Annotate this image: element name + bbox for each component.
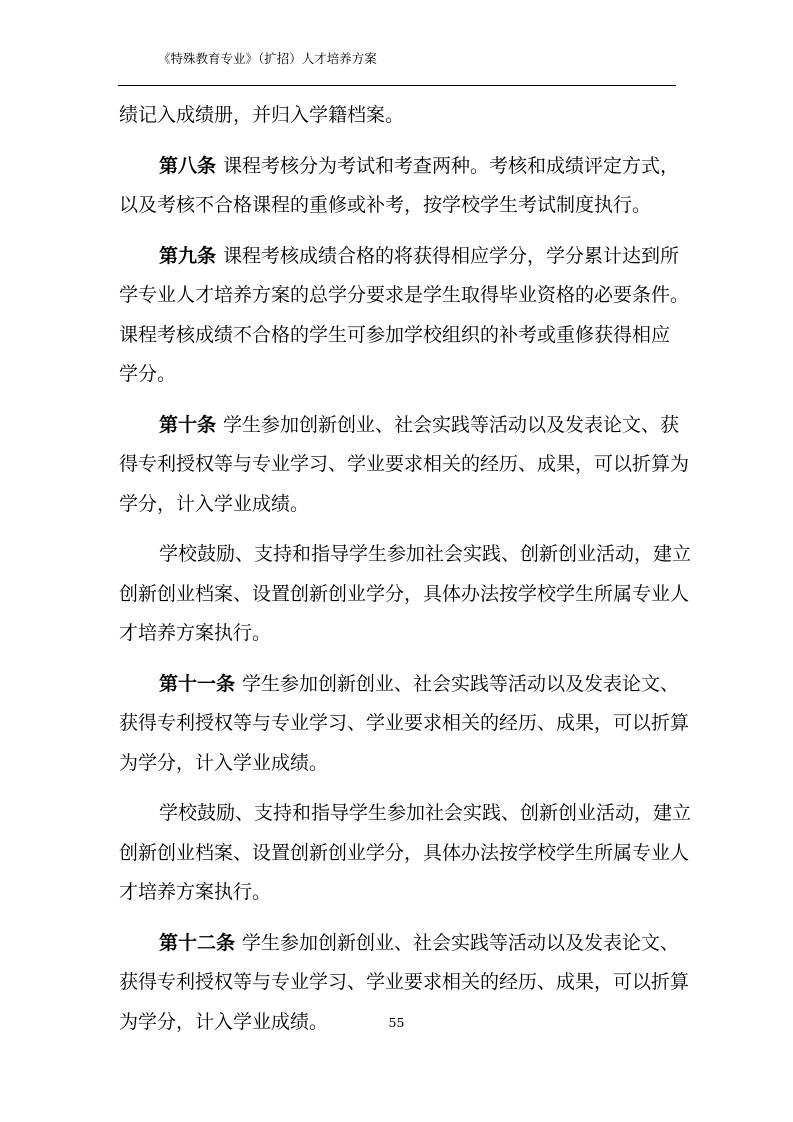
text-line: 学校鼓励、支持和指导学生参加社会实践、创新创业活动，建立 <box>159 543 692 565</box>
article-number: 第十一条 <box>159 672 236 695</box>
text-line <box>119 237 680 277</box>
text-line: 学分，计入学业成绩。 <box>119 492 310 515</box>
text-segment: 学生参加创新创业、社会实践等活动以及发表论文、 <box>242 672 680 695</box>
text-segment: 学生参加创新创业、社会实践等活动以及发表论文、获 <box>223 413 680 436</box>
text-line: 创新创业档案、设置创新创业学分，具体办法按学校学生所属专业人 <box>119 582 690 605</box>
article-9 <box>119 237 690 395</box>
text-line: 以及考核不合格课程的重修或补考，按学校学生考试制度执行。 <box>119 194 652 216</box>
text-line: 课程考核成绩不合格的学生可参加学校组织的补考或重修获得相应 <box>119 323 671 346</box>
text-line: 学分。 <box>119 363 177 385</box>
text-line: 获得专利授权等与专业学习、学业要求相关的经历、成果，可以折算 <box>119 712 690 734</box>
article-8 <box>119 147 680 226</box>
page-number: 55 <box>388 1015 405 1030</box>
article-number: 第九条 <box>159 244 217 267</box>
article-11 <box>119 665 690 784</box>
text-line: 为学分，计入学业成绩。 <box>119 751 329 774</box>
article-number: 第十条 <box>159 413 217 436</box>
text-line <box>119 924 680 964</box>
text-segment: 课程考核成绩合格的将获得相应学分，学分累计达到所 <box>223 244 680 267</box>
text-line: 绩记入成绩册，并归入学籍档案。 <box>119 104 405 126</box>
text-line: 得专利授权等与专业学习、学业要求相关的经历、成果，可以折算为 <box>119 453 690 475</box>
text-line: 创新创业档案、设置创新创业学分，具体办法按学校学生所属专业人 <box>119 841 690 864</box>
article-number: 第八条 <box>159 154 217 177</box>
text-line: 学校鼓励、支持和指导学生参加社会实践、创新创业活动，建立 <box>159 802 692 824</box>
article-11-paragraph-2 <box>119 794 692 913</box>
text-line: 才培养方案执行。 <box>119 881 272 903</box>
text-line: 获得专利授权等与专业学习、学业要求相关的经历、成果，可以折算 <box>119 971 690 993</box>
header-divider <box>118 85 676 86</box>
article-number: 第十二条 <box>159 931 236 954</box>
article-10-paragraph-2 <box>119 535 692 654</box>
text-line: 学专业人才培养方案的总学分要求是学生取得毕业资格的必要条件。 <box>119 284 690 306</box>
paragraph-carry-over <box>119 96 675 136</box>
text-line <box>119 406 680 446</box>
text-line: 为学分，计入学业成绩。 <box>119 1010 329 1033</box>
text-line: 才培养方案执行。 <box>119 622 272 644</box>
running-header: 《特殊教育专业》（扩招）人才培养方案 <box>158 51 377 66</box>
document-body <box>119 96 692 1042</box>
text-segment: 课程考核分为考试和考查两种。考核和成绩评定方式， <box>223 154 680 177</box>
text-line <box>119 147 680 187</box>
text-segment: 学生参加创新创业、社会实践等活动以及发表论文、 <box>242 931 680 954</box>
text-line <box>119 665 680 705</box>
article-10 <box>119 406 690 525</box>
